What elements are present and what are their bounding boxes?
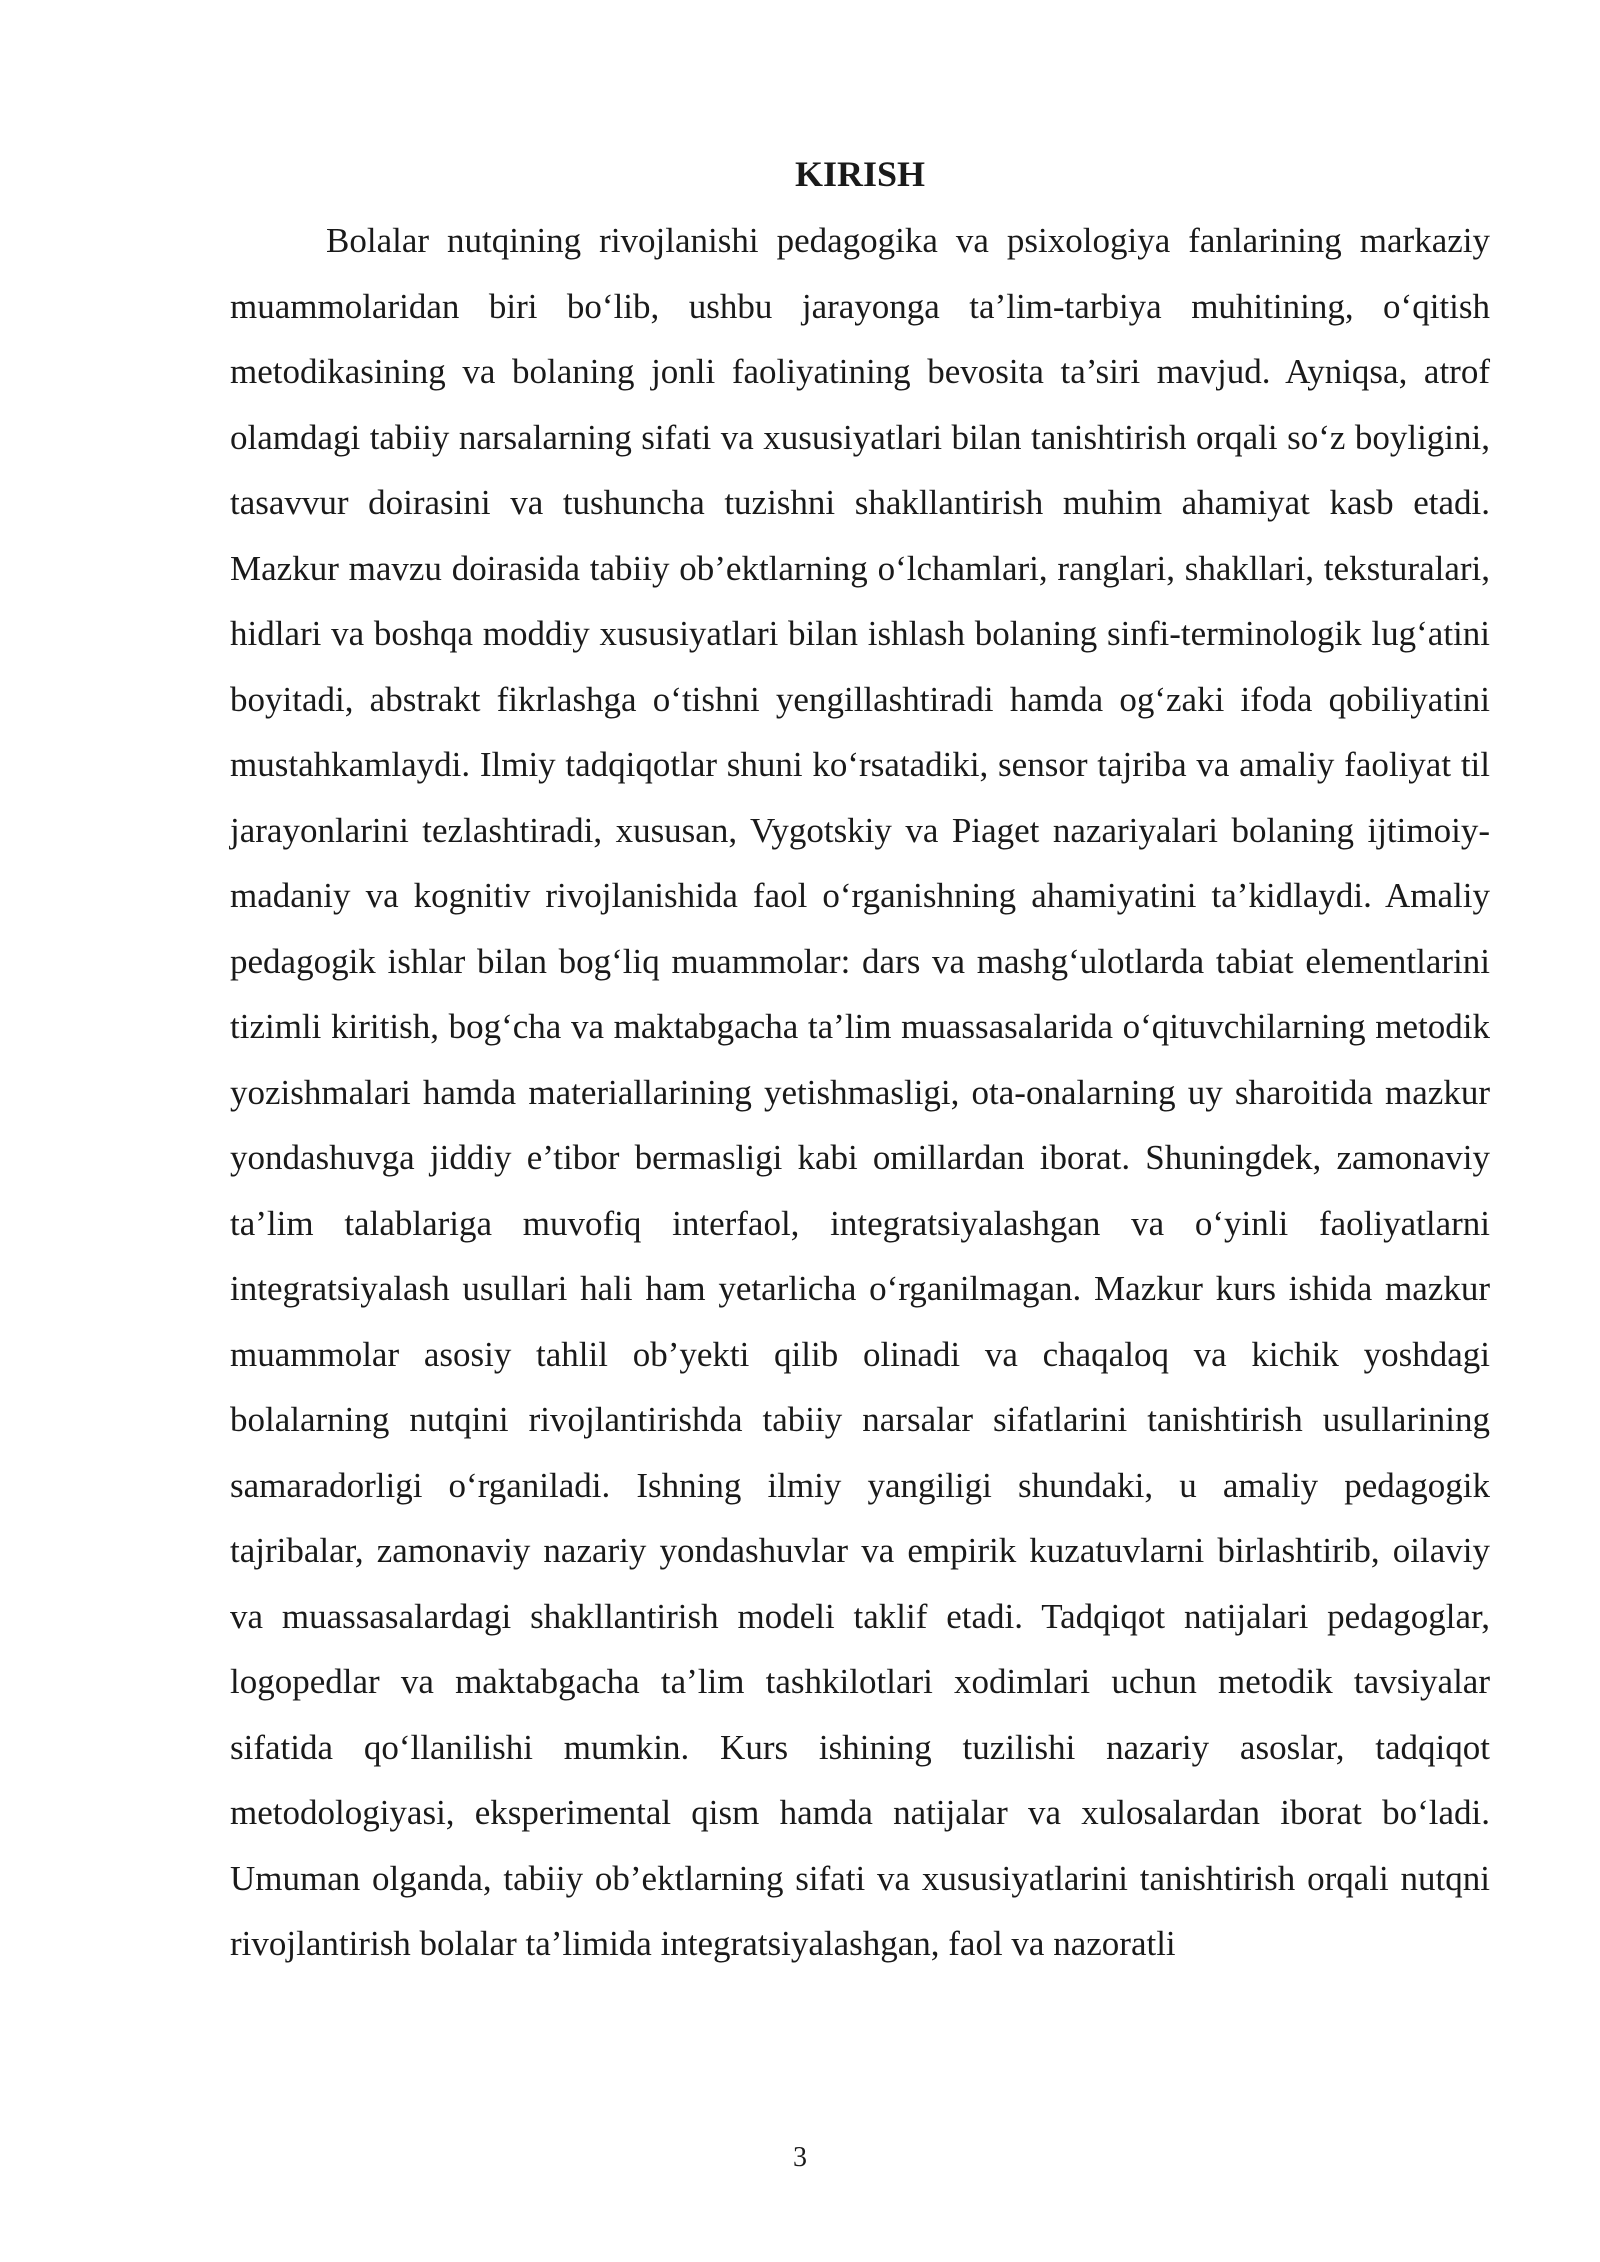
- page-title: KIRISH: [794, 154, 926, 194]
- body-paragraph: Bolalar nutqining rivojlanishi pedagogika va psixologiya fanlarining markaziy muammolaridan biri boʻlib, ushbu jarayonga ta’lim-tarbiya muhitining, oʻqitish metodikasining va bolaning jonli faoliyatining bevosita ta’siri mavjud. Ayniqsa, atrof olamdagi tabiiy narsalarning sifati va xususiyatlari bilan tanishtirish orqali soʻz boyligini, tasavvur doirasini va tushuncha tuzishni shakllantirish muhim ahamiyat kasb etadi. Mazkur mavzu doirasida tabiiy ob’ektlarning oʻlchamlari, ranglari, shakllari, teksturalari, hidlari va boshqa moddiy xususiyatlari bilan ishlash bolaning sinfi-terminologik lugʻatini boyitadi, abstrakt fikrlashga oʻtishni yengillashtiradi hamda ogʻzaki ifoda qobiliyatini mustahkamlaydi. Ilmiy tadqiqotlar shuni koʻrsatadiki, sensor tajriba va amaliy faoliyat til jarayonlarini tezlashtiradi, xususan, Vygotskiy va Piaget nazariyalari bolaning ijtimoiy-madaniy va kognitiv rivojlanishida faol oʻrganishning ahamiyatini ta’kidlaydi. Amaliy pedagogik ishlar bilan bogʻliq muammolar: dars va mashgʻulotlarda tabiat elementlarini tizimli kiritish, bogʻcha va maktabgacha ta’lim muassasalarida oʻqituvchilarning metodik yozishmalari hamda materiallarining yetishmasligi, ota-onalarning uy sharoitida mazkur yondashuvga jiddiy e’tibor bermasligi kabi omillardan iborat. Shuningdek, zamonaviy ta’lim talablariga muvofiq interfaol, integratsiyalashgan va oʻyinli faoliyatlarni integratsiyalash usullari hali ham yetarlicha oʻrganilmagan. Mazkur kurs ishida mazkur muammolar asosiy tahlil ob’yekti qilib olinadi va chaqaloq va kichik yoshdagi bolalarning nutqini rivojlantirishda tabiiy narsalar sifatlarini tanishtirish usullarining samaradorligi oʻrganiladi. Ishning ilmiy yangiligi shundaki, u amaliy pedagogik tajribalar, zamonaviy nazariy yondashuvlar va empirik kuzatuvlarni birlashtirib, oilaviy va muassasalardagi shakllantirish modeli taklif etadi. Tadqiqot natijalari pedagoglar, logopedlar va maktabgacha ta’lim tashkilotlari xodimlari uchun metodik tavsiyalar sifatida qoʻllanilishi mumkin. Kurs ishining tuzilishi nazariy asoslar, tadqiqot metodologiyasi, eksperimental qism hamda natijalar va xulosalardan iborat boʻladi. Umuman olganda, tabiiy ob’ektlarning sifati va xususiyatlarini tanishtirish orqali nutqni rivojlantirish bolalar ta’limida integratsiyalashgan, faol va nazoratli: [230, 221, 1490, 1963]
- page-number: 3: [793, 2142, 807, 2173]
